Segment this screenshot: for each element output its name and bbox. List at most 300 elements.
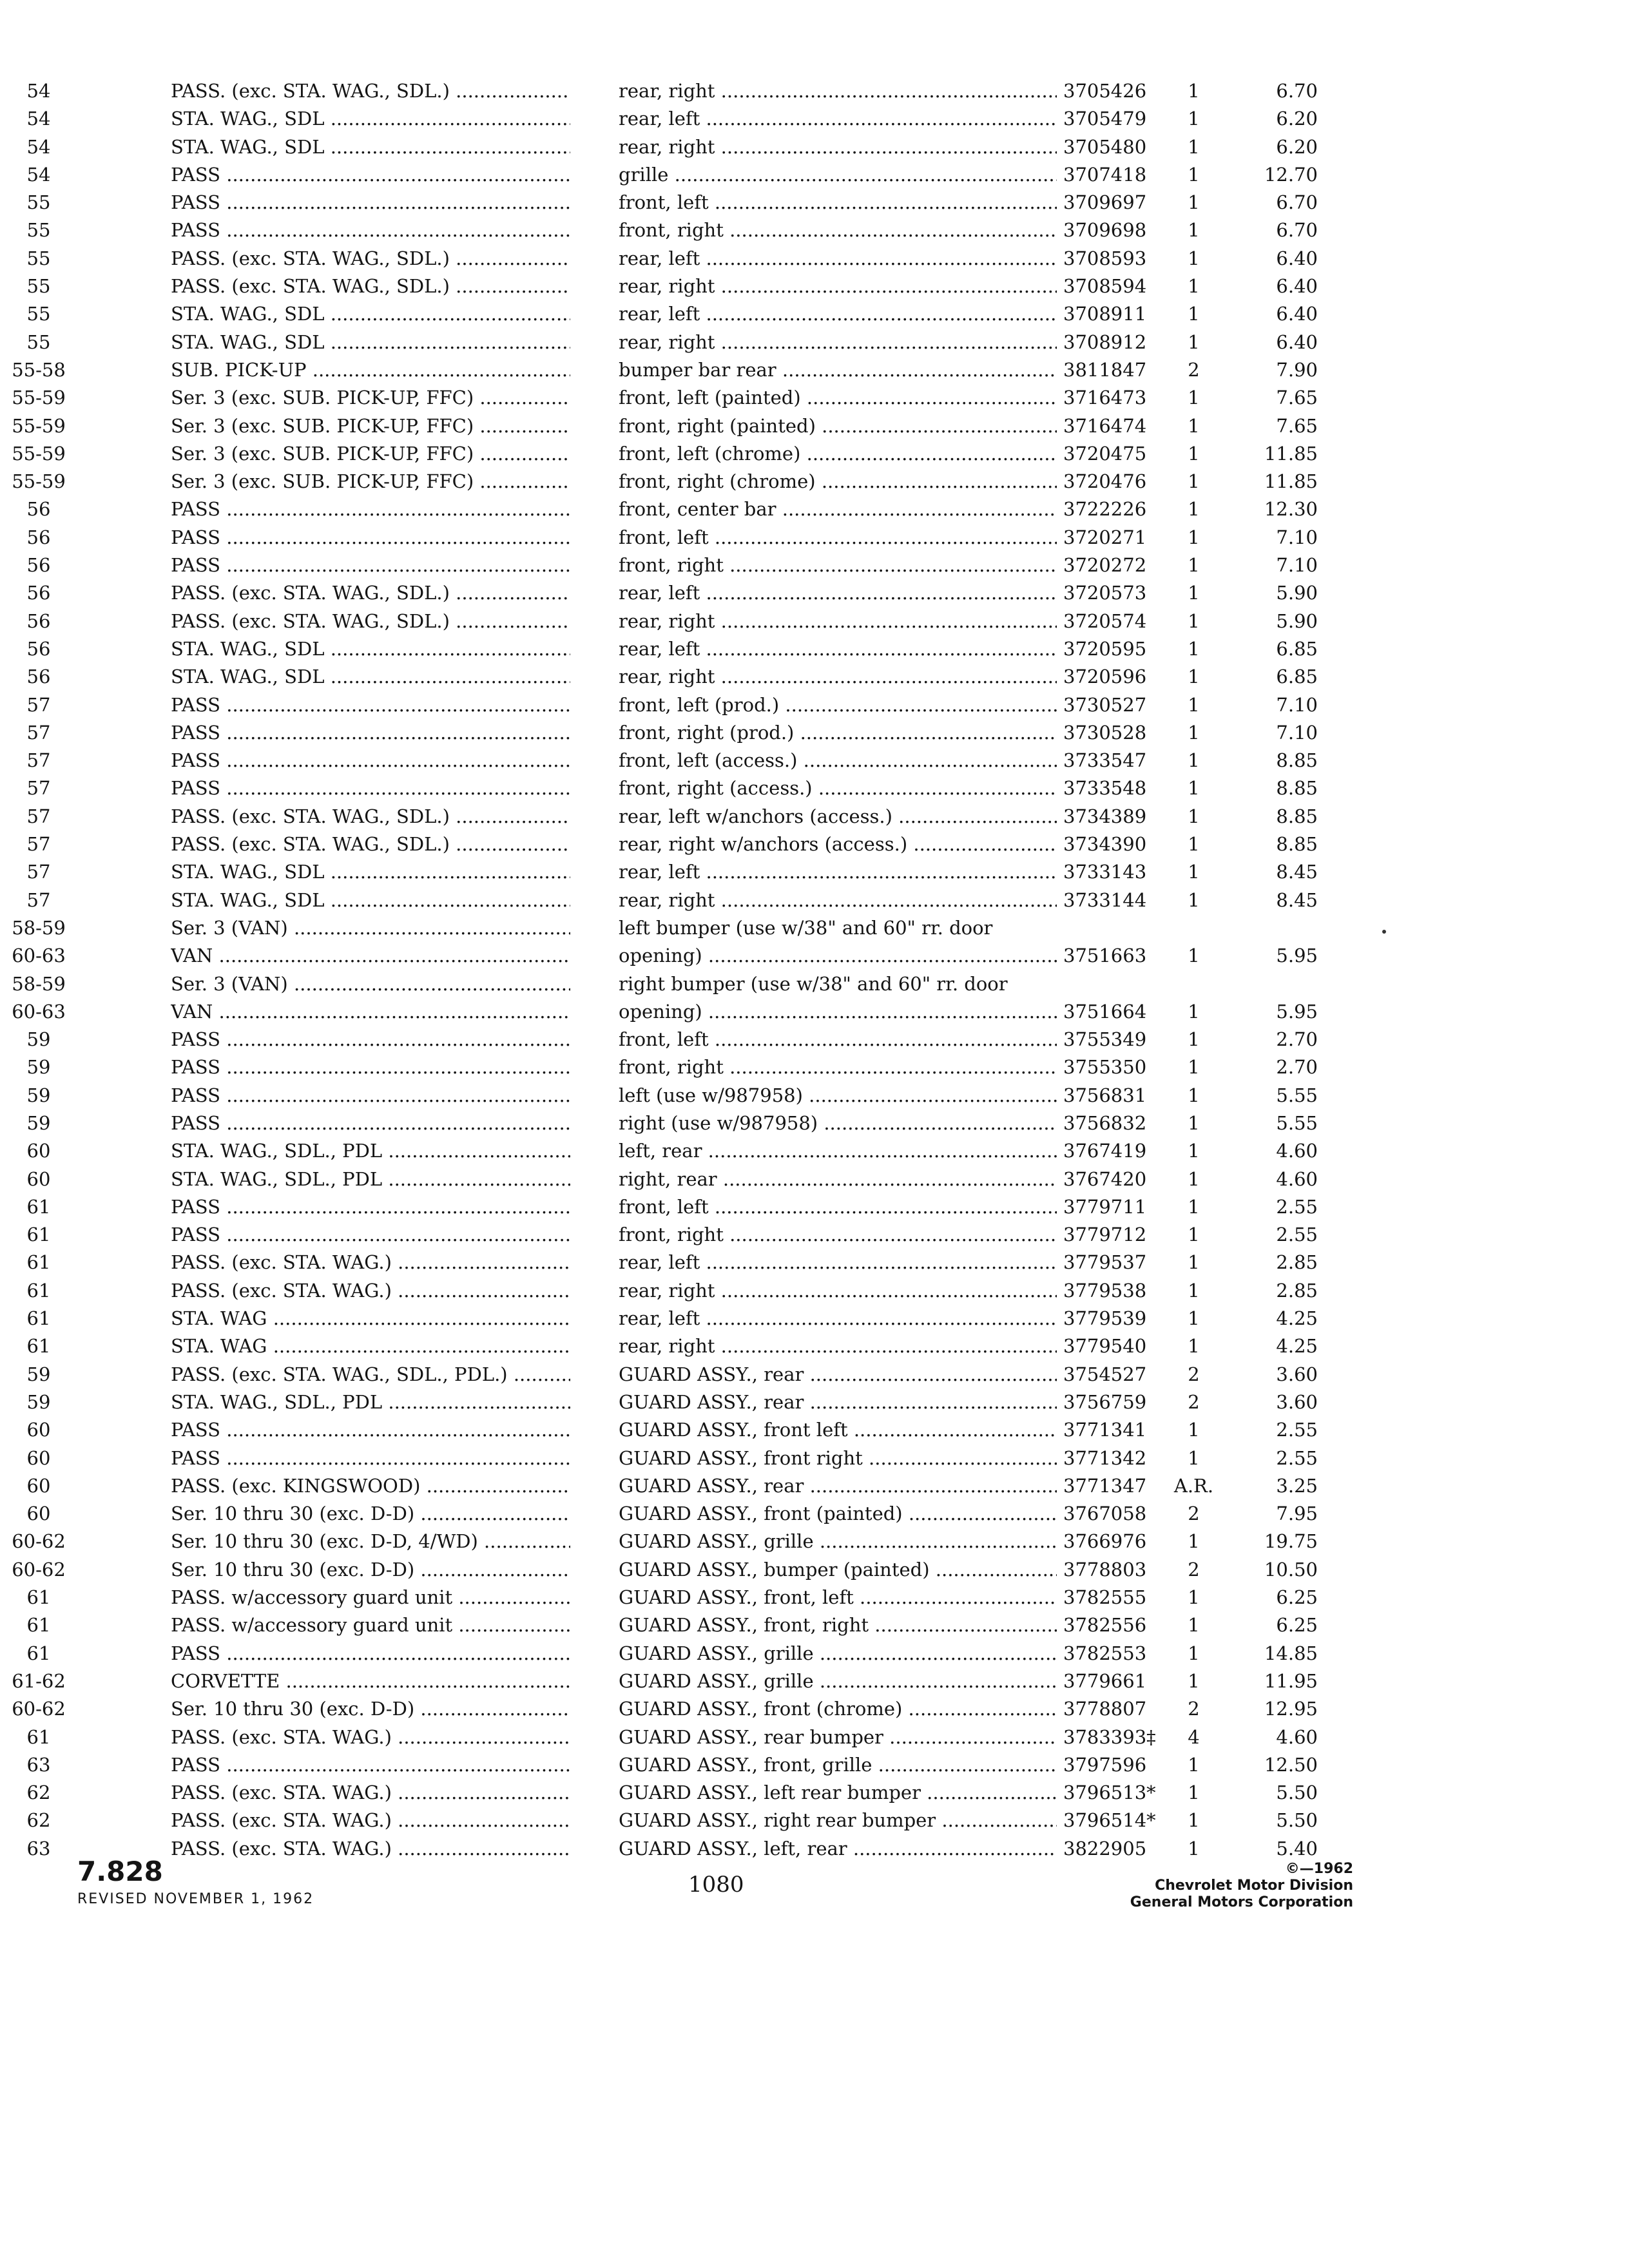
model-name: PASS .....: [171, 1082, 570, 1110]
part-number: 3733548: [1063, 777, 1147, 800]
list-price: 7.65: [1276, 387, 1318, 409]
table-row: [0, 495, 1629, 523]
table-row: [0, 273, 1629, 300]
list-price: 5.90: [1276, 610, 1318, 632]
part-number: 3767058: [1063, 1503, 1147, 1525]
model-year: 59: [26, 1028, 51, 1051]
part-description: GUARD ASSY., grille .....: [619, 1640, 1057, 1667]
model-name: PASS. (exc. STA. WAG.) .....: [171, 1835, 570, 1863]
table-row: [0, 1528, 1629, 1555]
model-name: STA. WAG., SDL., PDL .....: [171, 1389, 570, 1416]
part-description: front, right .....: [619, 552, 1057, 579]
list-price: 6.85: [1276, 666, 1318, 688]
table-row: [0, 77, 1629, 105]
table-row: [0, 803, 1629, 831]
part-number: 3811847: [1063, 358, 1147, 381]
model-name: PASS. (exc. STA. WAG., SDL.) .....: [171, 273, 570, 300]
model-name: STA. WAG., SDL .....: [171, 329, 570, 356]
model-year: 56: [26, 610, 51, 632]
table-row: [0, 245, 1629, 273]
quantity: 1: [1188, 1586, 1200, 1609]
list-price: 8.85: [1276, 833, 1318, 856]
parts-table: [0, 77, 1629, 1863]
quantity: 1: [1188, 889, 1200, 911]
model-name: STA. WAG., SDL .....: [171, 858, 570, 886]
table-row: [0, 1053, 1629, 1081]
table-row: [0, 105, 1629, 133]
part-number: 3751663: [1063, 945, 1147, 967]
list-price: 7.90: [1276, 358, 1318, 381]
model-year: 59: [26, 1363, 51, 1385]
model-year: 55-59: [12, 414, 66, 437]
table-row: [0, 133, 1629, 161]
table-row: [0, 1556, 1629, 1584]
part-description: rear, right .....: [619, 133, 1057, 161]
table-row: [0, 1695, 1629, 1723]
part-number: 3708593: [1063, 247, 1147, 269]
model-name: PASS .....: [171, 524, 570, 552]
part-description: GUARD ASSY., left, rear .....: [619, 1835, 1057, 1863]
part-description: front, left (chrome) .....: [619, 440, 1057, 468]
table-row: [0, 356, 1629, 384]
model-name: PASS .....: [171, 719, 570, 747]
part-description: GUARD ASSY., left rear bumper .....: [619, 1779, 1057, 1807]
part-description: right (use w/987958) .....: [619, 1110, 1057, 1137]
table-row: [0, 970, 1629, 998]
part-number: 3705479: [1063, 108, 1147, 130]
model-name: PASS. (exc. STA. WAG., SDL.) .....: [171, 831, 570, 858]
table-row: [0, 858, 1629, 886]
list-price: 12.70: [1264, 163, 1318, 186]
quantity: 1: [1188, 1307, 1200, 1330]
part-description: rear, left w/anchors (access.) .....: [619, 803, 1057, 831]
model-name: PASS .....: [171, 161, 570, 189]
list-price: 6.70: [1276, 80, 1318, 102]
part-number: 3705480: [1063, 135, 1147, 158]
scan-speck: [1382, 930, 1386, 934]
quantity: 1: [1188, 582, 1200, 604]
quantity: 2: [1188, 358, 1200, 381]
model-year: 60: [26, 1140, 51, 1162]
model-year: 63: [26, 1753, 51, 1776]
model-year: 55: [26, 219, 51, 242]
table-row: [0, 1305, 1629, 1332]
list-price: 5.40: [1276, 1837, 1318, 1860]
part-number: 3720272: [1063, 554, 1147, 577]
part-description: front, left (access.) .....: [619, 747, 1057, 774]
part-number: 3751664: [1063, 1000, 1147, 1023]
part-number: 3767419: [1063, 1140, 1147, 1162]
model-year: 56: [26, 582, 51, 604]
quantity: 1: [1188, 191, 1200, 214]
model-year: 55-59: [12, 470, 66, 493]
table-row: [0, 1751, 1629, 1779]
part-number: 3796513*: [1063, 1782, 1156, 1804]
quantity: 1: [1188, 1782, 1200, 1804]
model-year: 56: [26, 637, 51, 660]
part-description: rear, left .....: [619, 105, 1057, 133]
quantity: 1: [1188, 1140, 1200, 1162]
model-name: Ser. 3 (exc. SUB. PICK-UP, FFC) .....: [171, 384, 570, 412]
list-price: 8.45: [1276, 861, 1318, 883]
part-description: GUARD ASSY., rear .....: [619, 1361, 1057, 1389]
model-year: 55-59: [12, 387, 66, 409]
model-name: PASS .....: [171, 1110, 570, 1137]
list-price: 4.60: [1276, 1140, 1318, 1162]
model-year: 60-62: [12, 1698, 66, 1720]
model-year: 60-63: [12, 945, 66, 967]
model-name: PASS .....: [171, 1416, 570, 1444]
part-description: GUARD ASSY., grille .....: [619, 1528, 1057, 1555]
model-year: 56: [26, 526, 51, 548]
table-row: [0, 1332, 1629, 1360]
part-number: 3709697: [1063, 191, 1147, 214]
model-year: 60: [26, 1503, 51, 1525]
list-price: 2.55: [1276, 1195, 1318, 1218]
part-description: right bumper (use w/38" and 60" rr. door: [619, 972, 1008, 995]
part-description: rear, left .....: [619, 1249, 1057, 1276]
model-name: STA. WAG .....: [171, 1305, 570, 1332]
part-number: 3797596: [1063, 1753, 1147, 1776]
quantity: 1: [1188, 1279, 1200, 1302]
table-row: [0, 1416, 1629, 1444]
quantity: 1: [1188, 1251, 1200, 1274]
quantity: 1: [1188, 1753, 1200, 1776]
part-number: 3771347: [1063, 1474, 1147, 1497]
model-name: PASS .....: [171, 1053, 570, 1081]
model-year: 59: [26, 1111, 51, 1134]
list-price: 6.25: [1276, 1586, 1318, 1609]
model-year: 56: [26, 666, 51, 688]
part-description: GUARD ASSY., rear .....: [619, 1389, 1057, 1416]
model-year: 55-59: [12, 442, 66, 465]
part-description: front, right (chrome) .....: [619, 468, 1057, 495]
part-description: front, right .....: [619, 1221, 1057, 1249]
quantity: 1: [1188, 805, 1200, 827]
model-name: STA. WAG., SDL .....: [171, 133, 570, 161]
quantity: 1: [1188, 1530, 1200, 1553]
part-description: rear, right .....: [619, 608, 1057, 635]
table-row: [0, 1026, 1629, 1053]
part-description: rear, right .....: [619, 329, 1057, 356]
part-description: GUARD ASSY., grille .....: [619, 1667, 1057, 1695]
model-year: 61: [26, 1725, 51, 1748]
part-description: rear, left .....: [619, 579, 1057, 607]
table-row: [0, 887, 1629, 914]
part-number: 3755350: [1063, 1056, 1147, 1079]
list-price: 6.70: [1276, 219, 1318, 242]
model-year: 60-62: [12, 1530, 66, 1553]
list-price: 2.70: [1276, 1056, 1318, 1079]
list-price: 4.60: [1276, 1168, 1318, 1190]
list-price: 11.95: [1264, 1669, 1318, 1692]
part-description: opening) .....: [619, 998, 1057, 1026]
quantity: 1: [1188, 1084, 1200, 1106]
part-number: 3707418: [1063, 163, 1147, 186]
model-name: STA. WAG., SDL .....: [171, 105, 570, 133]
part-description: front, left (painted) .....: [619, 384, 1057, 412]
quantity: 1: [1188, 1642, 1200, 1664]
part-description: front, right .....: [619, 1053, 1057, 1081]
quantity: 1: [1188, 610, 1200, 632]
quantity: 1: [1188, 163, 1200, 186]
part-description: left (use w/987958) .....: [619, 1082, 1057, 1110]
part-number: 3730527: [1063, 693, 1147, 716]
part-description: front, left .....: [619, 189, 1057, 216]
part-description: rear, right .....: [619, 887, 1057, 914]
part-number: 3720476: [1063, 470, 1147, 493]
part-description: front, left .....: [619, 1193, 1057, 1221]
model-name: Ser. 3 (exc. SUB. PICK-UP, FFC) .....: [171, 412, 570, 440]
model-year: 57: [26, 889, 51, 911]
part-number: 3783393‡: [1063, 1725, 1156, 1748]
quantity: 1: [1188, 331, 1200, 353]
table-row: [0, 300, 1629, 328]
table-row: [0, 1277, 1629, 1305]
part-number: 3782555: [1063, 1586, 1147, 1609]
table-row: [0, 831, 1629, 858]
model-year: 57: [26, 749, 51, 772]
corporation-name: General Motors Corporation: [1130, 1894, 1353, 1910]
table-row: [0, 412, 1629, 440]
model-name: PASS .....: [171, 189, 570, 216]
quantity: 1: [1188, 1224, 1200, 1246]
table-row: [0, 1389, 1629, 1416]
part-number: 3779712: [1063, 1224, 1147, 1246]
model-name: VAN .....: [171, 998, 570, 1026]
model-name: PASS. (exc. STA. WAG.) .....: [171, 1807, 570, 1834]
quantity: 1: [1188, 303, 1200, 325]
table-row: [0, 468, 1629, 495]
quantity: 1: [1188, 219, 1200, 242]
model-year: 59: [26, 1056, 51, 1079]
list-price: 2.85: [1276, 1279, 1318, 1302]
model-year: 57: [26, 693, 51, 716]
division-name: Chevrolet Motor Division: [1155, 1878, 1353, 1894]
quantity: 1: [1188, 1809, 1200, 1832]
model-year: 57: [26, 861, 51, 883]
table-row: [0, 1166, 1629, 1193]
part-number: 3779711: [1063, 1195, 1147, 1218]
part-description: GUARD ASSY., rear .....: [619, 1472, 1057, 1500]
part-description: GUARD ASSY., front, grille .....: [619, 1751, 1057, 1779]
quantity: 1: [1188, 693, 1200, 716]
list-price: 6.40: [1276, 275, 1318, 298]
quantity: 1: [1188, 108, 1200, 130]
model-year: 54: [26, 80, 51, 102]
part-number: 3720475: [1063, 442, 1147, 465]
part-number: 3779537: [1063, 1251, 1147, 1274]
model-name: PASS .....: [171, 774, 570, 802]
quantity: 1: [1188, 526, 1200, 548]
model-name: SUB. PICK-UP .....: [171, 356, 570, 384]
model-year: 61: [26, 1335, 51, 1358]
quantity: 1: [1188, 135, 1200, 158]
list-price: 7.10: [1276, 721, 1318, 744]
quantity: 1: [1188, 749, 1200, 772]
list-price: 8.45: [1276, 889, 1318, 911]
part-description: right, rear .....: [619, 1166, 1057, 1193]
model-name: PASS. (exc. STA. WAG., SDL.) .....: [171, 77, 570, 105]
model-name: PASS .....: [171, 1193, 570, 1221]
publisher-block: [1095, 1861, 1353, 1911]
part-number: 3779540: [1063, 1335, 1147, 1358]
table-row: [0, 216, 1629, 244]
part-number: 3778807: [1063, 1698, 1147, 1720]
part-number: 3796514*: [1063, 1809, 1156, 1832]
model-year: 54: [26, 163, 51, 186]
list-price: 11.85: [1264, 442, 1318, 465]
model-name: Ser. 3 (VAN) .....: [171, 914, 570, 942]
model-year: 61: [26, 1614, 51, 1637]
part-number: 3779538: [1063, 1279, 1147, 1302]
model-name: PASS .....: [171, 1221, 570, 1249]
list-price: 6.85: [1276, 637, 1318, 660]
model-name: PASS. (exc. KINGSWOOD) .....: [171, 1472, 570, 1500]
table-row: [0, 1193, 1629, 1221]
quantity: 1: [1188, 861, 1200, 883]
part-number: 3708594: [1063, 275, 1147, 298]
model-year: 59: [26, 1390, 51, 1413]
list-price: 5.95: [1276, 945, 1318, 967]
quantity: 1: [1188, 275, 1200, 298]
model-name: PASS .....: [171, 495, 570, 523]
table-row: [0, 774, 1629, 802]
list-price: 12.50: [1264, 1753, 1318, 1776]
list-price: 19.75: [1264, 1530, 1318, 1553]
list-price: 11.85: [1264, 470, 1318, 493]
model-name: PASS .....: [171, 1026, 570, 1053]
table-row: [0, 1807, 1629, 1834]
model-name: PASS. (exc. STA. WAG., SDL., PDL.) .....: [171, 1361, 570, 1389]
quantity: 1: [1188, 1837, 1200, 1860]
model-year: 55: [26, 191, 51, 214]
list-price: 4.25: [1276, 1307, 1318, 1330]
quantity: 1: [1188, 1335, 1200, 1358]
model-name: STA. WAG .....: [171, 1332, 570, 1360]
list-price: 5.50: [1276, 1809, 1318, 1832]
list-price: 4.25: [1276, 1335, 1318, 1358]
quantity: 1: [1188, 1419, 1200, 1441]
part-number: 3767420: [1063, 1168, 1147, 1190]
quantity: 2: [1188, 1698, 1200, 1720]
list-price: 8.85: [1276, 777, 1318, 800]
model-year: 61: [26, 1642, 51, 1664]
part-number: 3756759: [1063, 1390, 1147, 1413]
model-year: 55-58: [12, 358, 66, 381]
model-name: VAN .....: [171, 942, 570, 970]
part-description: front, right (painted) .....: [619, 412, 1057, 440]
quantity: 1: [1188, 1111, 1200, 1134]
table-row: [0, 1584, 1629, 1611]
part-number: 3779539: [1063, 1307, 1147, 1330]
table-row: [0, 1724, 1629, 1751]
model-name: PASS. (exc. STA. WAG.) .....: [171, 1724, 570, 1751]
quantity: 1: [1188, 1669, 1200, 1692]
quantity: 1: [1188, 554, 1200, 577]
part-description: front, left .....: [619, 524, 1057, 552]
quantity: 1: [1188, 470, 1200, 493]
model-name: STA. WAG., SDL., PDL .....: [171, 1166, 570, 1193]
model-year: 61: [26, 1251, 51, 1274]
model-name: STA. WAG., SDL .....: [171, 887, 570, 914]
quantity: 4: [1188, 1725, 1200, 1748]
list-price: 5.55: [1276, 1111, 1318, 1134]
list-price: 2.85: [1276, 1251, 1318, 1274]
table-row: [0, 998, 1629, 1026]
model-name: STA. WAG., SDL .....: [171, 300, 570, 328]
part-number: 3733143: [1063, 861, 1147, 883]
model-year: 55: [26, 247, 51, 269]
table-row: [0, 1611, 1629, 1639]
model-name: PASS. (exc. STA. WAG., SDL.) .....: [171, 245, 570, 273]
model-name: PASS .....: [171, 747, 570, 774]
table-row: [0, 719, 1629, 747]
list-price: 6.20: [1276, 135, 1318, 158]
list-price: 10.50: [1264, 1558, 1318, 1581]
model-year: 61-62: [12, 1669, 66, 1692]
part-description: GUARD ASSY., front, left .....: [619, 1584, 1057, 1611]
page-number: 1080: [688, 1872, 744, 1898]
model-name: STA. WAG., SDL .....: [171, 663, 570, 691]
table-row: [0, 1640, 1629, 1667]
list-price: 2.55: [1276, 1224, 1318, 1246]
part-number: 3730528: [1063, 721, 1147, 744]
table-row: [0, 579, 1629, 607]
model-name: Ser. 10 thru 30 (exc. D-D) .....: [171, 1556, 570, 1584]
list-price: 7.95: [1276, 1503, 1318, 1525]
part-number: 3734389: [1063, 805, 1147, 827]
table-row: [0, 384, 1629, 412]
table-row: [0, 914, 1629, 942]
list-price: 7.10: [1276, 526, 1318, 548]
part-number: 3720573: [1063, 582, 1147, 604]
part-number: 3716473: [1063, 387, 1147, 409]
part-description: GUARD ASSY., rear bumper .....: [619, 1724, 1057, 1751]
model-year: 60: [26, 1168, 51, 1190]
list-price: 4.60: [1276, 1725, 1318, 1748]
model-name: Ser. 3 (VAN) .....: [171, 970, 570, 998]
quantity: 1: [1188, 666, 1200, 688]
part-number: 3766976: [1063, 1530, 1147, 1553]
part-description: rear, right .....: [619, 1277, 1057, 1305]
model-year: 57: [26, 833, 51, 856]
table-row: [0, 747, 1629, 774]
part-description: front, right (prod.) .....: [619, 719, 1057, 747]
part-number: 3720574: [1063, 610, 1147, 632]
model-name: PASS .....: [171, 1751, 570, 1779]
list-price: 8.85: [1276, 805, 1318, 827]
part-description: GUARD ASSY., front right .....: [619, 1445, 1057, 1472]
part-number: 3778803: [1063, 1558, 1147, 1581]
quantity: 1: [1188, 1168, 1200, 1190]
part-number: 3822905: [1063, 1837, 1147, 1860]
list-price: 7.10: [1276, 554, 1318, 577]
model-year: 54: [26, 108, 51, 130]
list-price: 8.85: [1276, 749, 1318, 772]
list-price: 3.25: [1276, 1474, 1318, 1497]
part-description: opening) .....: [619, 942, 1057, 970]
table-row: [0, 189, 1629, 216]
quantity: 2: [1188, 1363, 1200, 1385]
model-year: 55: [26, 303, 51, 325]
model-year: 56: [26, 554, 51, 577]
model-name: PASS .....: [171, 216, 570, 244]
part-description: grille .....: [619, 161, 1057, 189]
model-year: 55: [26, 331, 51, 353]
model-year: 57: [26, 721, 51, 744]
model-year: 58-59: [12, 916, 66, 939]
